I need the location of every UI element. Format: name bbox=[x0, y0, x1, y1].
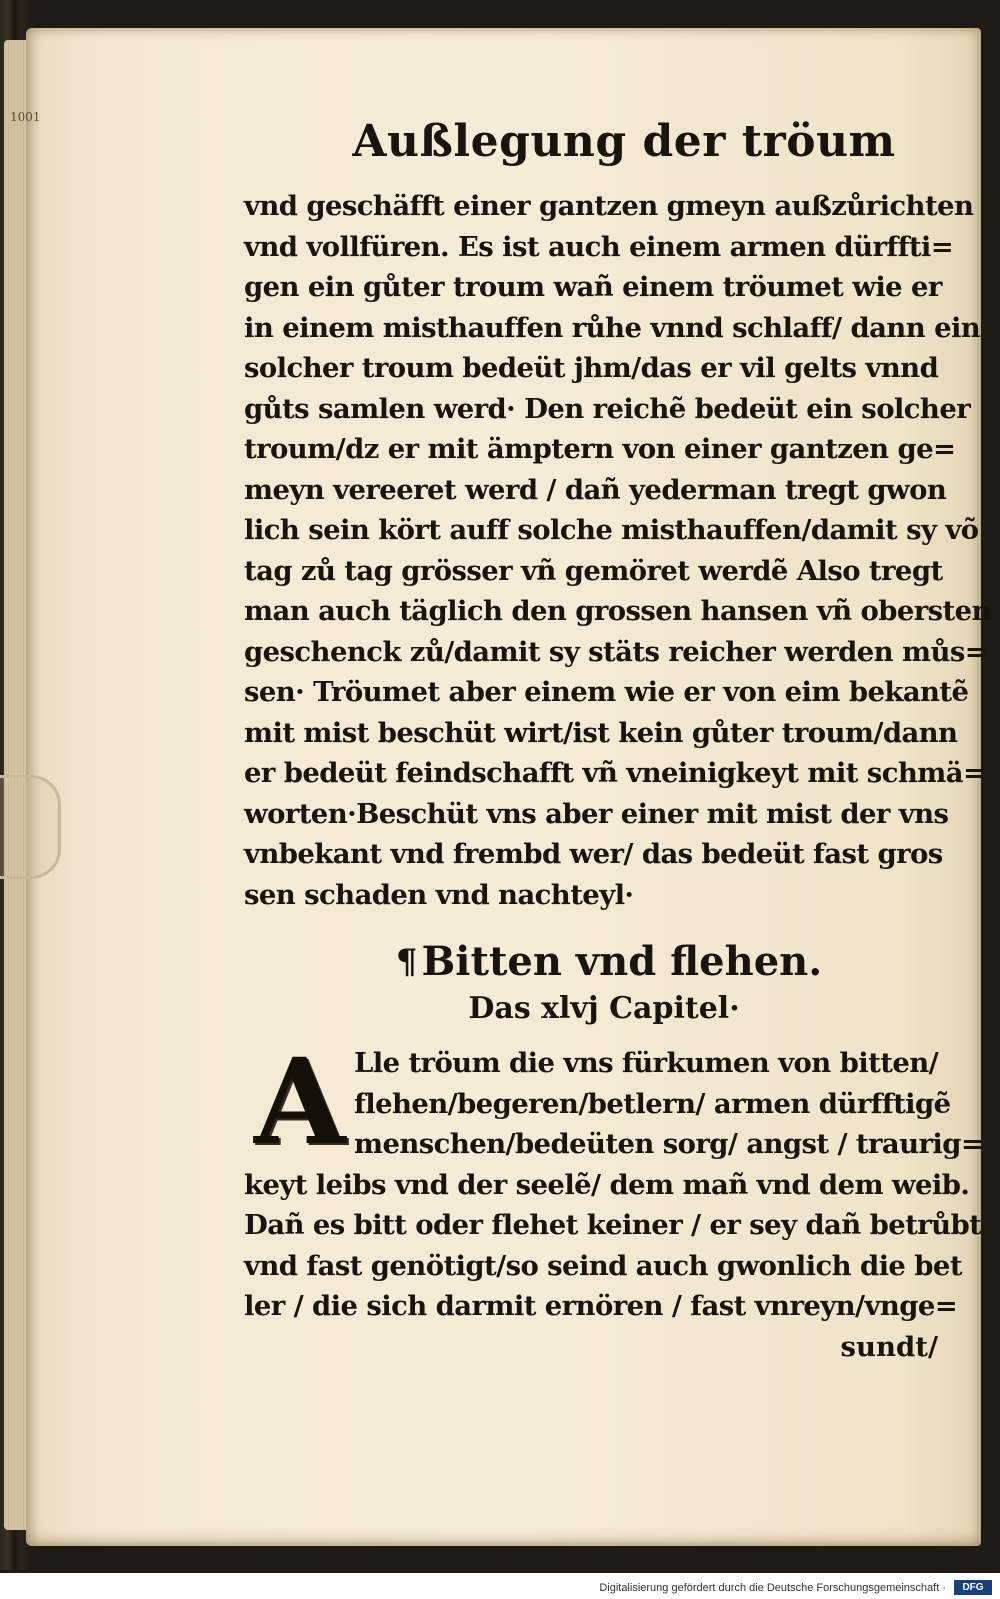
chapter-title-text: Bitten vnd flehen. bbox=[421, 938, 823, 985]
text-line: lich sein kört auff solche misthauffen/damit sy võ bbox=[244, 514, 979, 546]
text-line: worten·Beschüt vns aber einer mit mist der vns bbox=[244, 797, 949, 830]
text-line: ler / die sich darmit ernören / fast vnreyn/vnge= bbox=[244, 1290, 958, 1322]
catchword: sundt/ bbox=[840, 1330, 938, 1363]
text-line: troum/dz er mit ämptern von einer gantzen ge= bbox=[244, 433, 956, 465]
text-line: geschenck zů/damit sy stäts reicher werden můs= bbox=[244, 635, 988, 668]
text-line: Dañ es bitt oder flehet keiner / er sey dañ betrůbt bbox=[244, 1209, 982, 1241]
text-line: er bedeüt feindschafft vñ vneinigkeyt mit schmä= bbox=[244, 757, 986, 789]
text-line: flehen/begeren/betlern/ armen dürfftigẽ bbox=[354, 1087, 951, 1120]
text-line: vnd geschäfft einer gantzen gmeyn außzůrichten bbox=[244, 190, 974, 222]
paragraph-2 bbox=[244, 1032, 984, 1327]
book-clasp bbox=[0, 775, 61, 879]
text-line: tag zů tag grösser vñ gemöret werdẽ Also tregt bbox=[244, 554, 943, 587]
text-line: mit mist beschüt wirt/ist kein gůter troum/dann bbox=[244, 716, 958, 749]
text-line: sen schaden vnd nachteyl· bbox=[244, 878, 634, 911]
drop-initial: A bbox=[254, 1032, 346, 1171]
paragraph-1 bbox=[244, 186, 991, 915]
dfg-logo: DFG bbox=[954, 1580, 992, 1595]
text-line: meyn vereeret werd / dañ yederman tregt gwon bbox=[244, 473, 947, 506]
running-head: Außlegung der tröum bbox=[352, 116, 896, 167]
text-line: keyt leibs vnd der seelẽ/ dem mañ vnd dem weib. bbox=[244, 1168, 970, 1201]
text-line: man auch täglich den grossen hansen vñ obersten bbox=[244, 595, 991, 627]
text-line: gen ein gůter troum wañ einem tröumet wie er bbox=[244, 271, 942, 303]
text-line: menschen/bedeüten sorg/ angst / traurig= bbox=[354, 1128, 984, 1160]
text-line: vnd fast genötigt/so seind auch gwonlich die bet bbox=[244, 1249, 962, 1282]
chapter-title bbox=[244, 937, 944, 987]
text-line: vnd vollfüren. Es ist auch einem armen dürffti= bbox=[244, 230, 954, 263]
chapter-number: Das xlvj Capitel· bbox=[468, 991, 740, 1026]
text-line: solcher troum bedeüt jhm/das er vil gelts vnnd bbox=[244, 352, 939, 384]
text-line: in einem misthauffen růhe vnnd schlaff/ dann ein bbox=[244, 311, 981, 344]
margin-mark: 1001 bbox=[10, 110, 41, 124]
digitization-note: Digitalisierung gefördert durch die Deutsche Forschungsgemeinschaft · bbox=[599, 1582, 946, 1594]
page-text bbox=[244, 112, 991, 1367]
text-line: Lle tröum die vns fürkumen von bitten/ bbox=[354, 1047, 939, 1079]
text-line: gůts samlen werd· Den reichẽ bedeüt ein solcher bbox=[244, 392, 971, 425]
pilcrow-icon: ¶ bbox=[395, 942, 418, 982]
text-line: vnbekant vnd frembd wer/ das bedeüt fast gros bbox=[244, 838, 943, 870]
text-line: sen· Tröumet aber einem wie er von eim bekantẽ bbox=[244, 676, 969, 708]
paragraph-2-full bbox=[244, 1165, 982, 1327]
footer-bar bbox=[0, 1573, 1000, 1599]
